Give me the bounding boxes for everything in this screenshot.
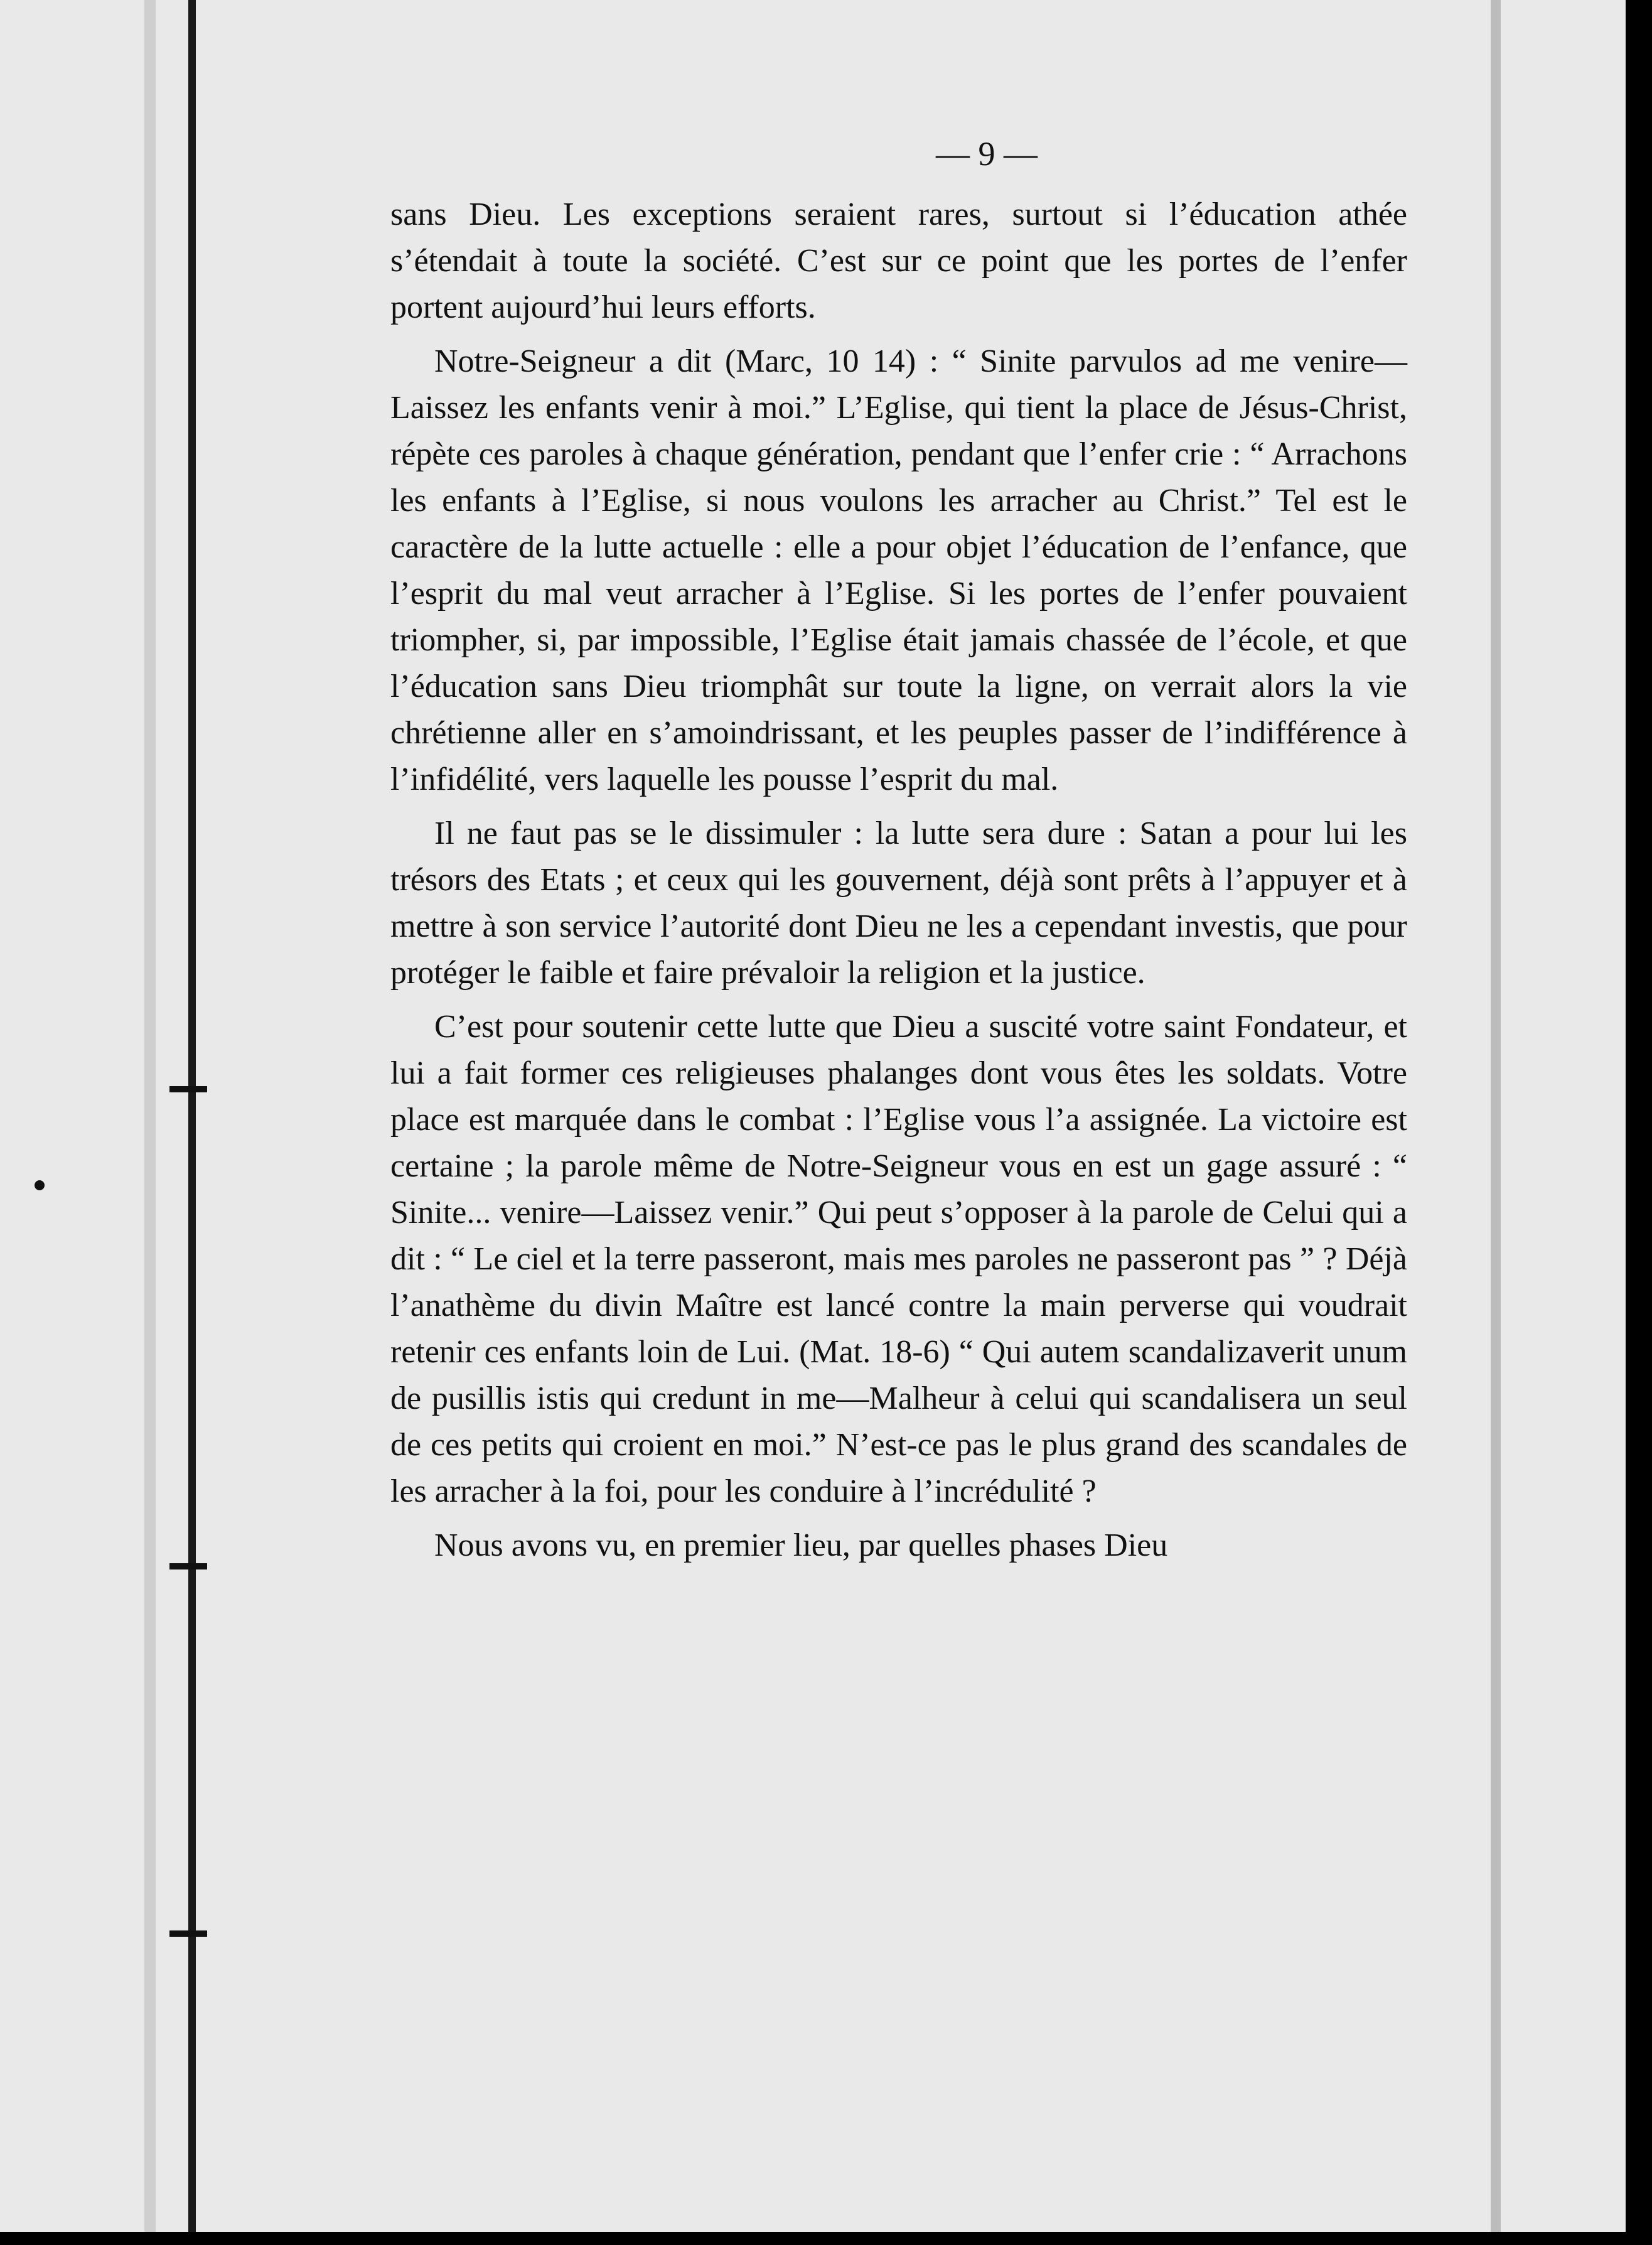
page-number: — 9 — — [936, 135, 1038, 173]
ink-spot — [35, 1180, 45, 1190]
binding-tick — [169, 1086, 207, 1092]
paragraph: C’est pour soutenir cette lutte que Dieu a suscité votre saint Fondateur, et lui a fait former ces religieuses phalanges dont vous êtes les soldats. Votre place est marquée dans le combat : l’Eglise vous l’a assignée. La victoire est certaine ; la parole même de Notre-Seigneur vous en est un gage assuré : “ Sinite... venire—Laissez venir.” Qui peut s’opposer à la parole de Celui qui a dit : “ Le ciel et la terre passeront, mais mes paroles ne passeront pas ” ? Déjà l’anathème du divin Maître est lancé contre la main perverse qui voudrait retenir ces enfants loin de Lui. (Mat. 18-6) “ Qui autem scandalizaverit unum de pusillis istis qui credunt in me—Malheur à celui qui scandalisera un seul de ces petits qui croient en moi.” N’est-ce pas le plus grand des scandales de les arracher à la foi, pour les conduire à l’incrédulité ? — [390, 1009, 1407, 1509]
paragraph: Il ne faut pas se le dissimuler : la lutte sera dure : Satan a pour lui les trésors des Etats ; et ceux qui les gouvernent, déjà sont prêts à l’appuyer et à mettre à son service l’autorité dont Dieu ne les a cependant investis, que pour protéger le faible et faire prévaloir la religion et la justice. — [390, 816, 1407, 991]
paragraph: Nous avons vu, en premier lieu, par quelles phases Dieu — [434, 1527, 1168, 1563]
page-fold-line — [1491, 0, 1501, 2232]
paragraph: Notre-Seigneur a dit (Marc, 10 14) : “ Sinite parvulos ad me venire—Laissez les enfants venir à moi.” L’Eglise, qui tient la place de Jésus-Christ, répète ces paroles à chaque génération, pendant que l’enfer crie : “ Arrachons les enfants à l’Eglise, si nous voulons les arracher au Christ.” Tel est le caractère de la lutte actuelle : elle a pour objet l’éducation de l’enfance, que l’esprit du mal veut arracher à l’Eglise. Si les portes de l’enfer pouvaient triompher, si, par impossible, l’Eglise était jamais chassée de l’école, et que l’éducation sans Dieu triomphât sur toute la ligne, on verrait alors la vie chrétienne aller en s’amoindrissant, et les peuples passer de l’indifférence à l’infidélité, vers laquelle les pousse l’esprit du mal. — [390, 343, 1407, 797]
paragraph: sans Dieu. Les exceptions seraient rares, surtout si l’éducation athée s’étendait à toute la société. C’est sur ce point que les portes de l’enfer portent aujourd’hui leurs efforts. — [390, 197, 1407, 325]
page-text — [390, 129, 1407, 1569]
binding-edge — [188, 0, 196, 2232]
spine-shadow — [144, 0, 156, 2232]
binding-tick — [169, 1563, 207, 1569]
binding-tick — [169, 1930, 207, 1937]
